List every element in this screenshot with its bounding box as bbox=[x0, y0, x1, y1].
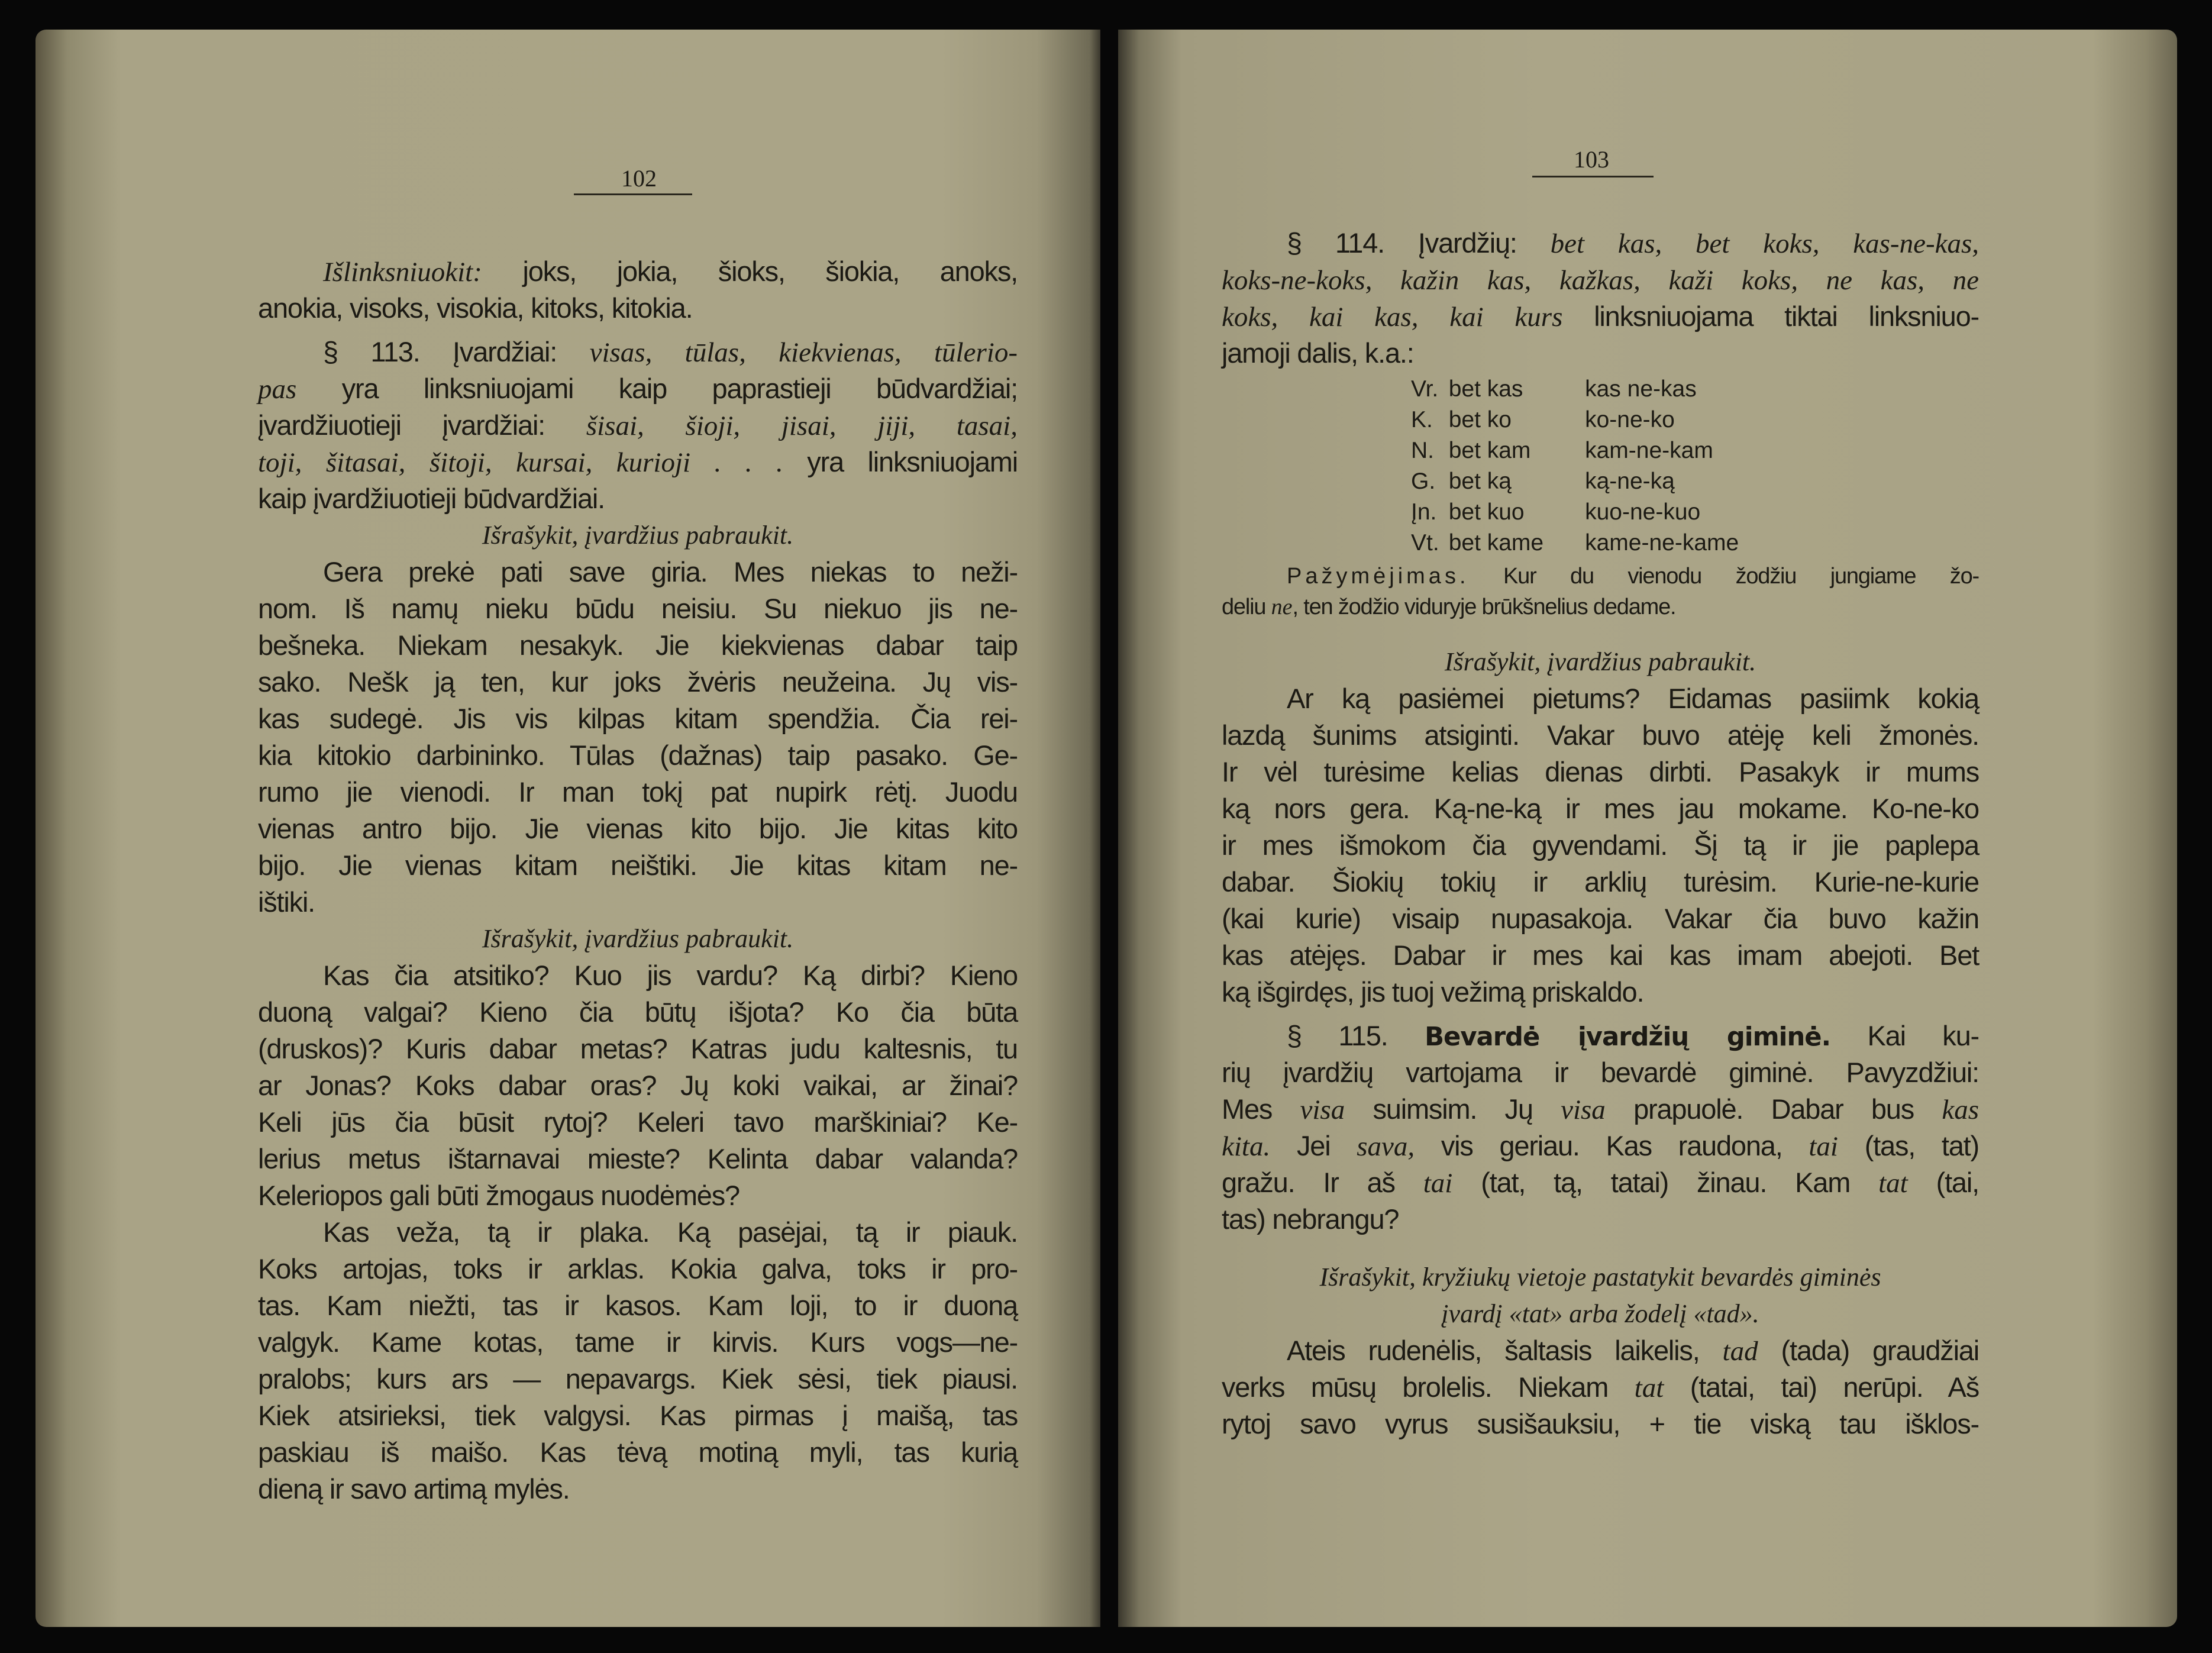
text-line bbox=[1222, 561, 1979, 592]
text-line bbox=[258, 1214, 1018, 1251]
text-line bbox=[1222, 261, 1979, 298]
text-line bbox=[1222, 974, 1979, 1010]
exercise-heading bbox=[1222, 1296, 1979, 1332]
italic-text: šisai, šioji, jisai, jiji, tasai, bbox=[586, 411, 1018, 441]
text-line bbox=[1222, 225, 1979, 261]
text-line bbox=[258, 1141, 1018, 1177]
text-line bbox=[258, 811, 1018, 847]
text-segment: Kur du vienodu žodžiu jungiame žo- bbox=[1469, 564, 1979, 589]
text-segment: suimsim. Jų bbox=[1345, 1093, 1561, 1125]
text-line bbox=[1222, 298, 1979, 335]
case-label: N. bbox=[1411, 438, 1434, 463]
text-line bbox=[258, 994, 1018, 1031]
text-segment: tas) nebrangu? bbox=[1222, 1203, 1399, 1235]
spaced-text: Pažymėjimas. bbox=[1287, 564, 1470, 589]
text-line bbox=[258, 957, 1018, 994]
text-segment: prapuolė. Dabar bus bbox=[1605, 1093, 1942, 1125]
text-line bbox=[258, 1361, 1018, 1397]
text-segment: rių įvardžių vartojama ir bevardė giminė. Pavyzdžiui: bbox=[1222, 1057, 1979, 1088]
text-segment: Mes bbox=[1222, 1093, 1300, 1125]
text-segment: nom. Iš namų nieku būdu neisiu. Su niekuo jis ne- bbox=[258, 593, 1018, 624]
text-segment: Ar ką pasiėmei pietums? Eidamas pasiimk kokią bbox=[1287, 683, 1979, 714]
text-line bbox=[258, 554, 1018, 590]
text-segment: (tas, tat) bbox=[1838, 1130, 1979, 1161]
text-segment: (druskos)? Kuris dabar metas? Katras judu kaltesnis, tu bbox=[258, 1033, 1018, 1064]
text-segment: Išrašykit, kryžiukų vietoje pastatykit bevardės giminės bbox=[1319, 1263, 1881, 1292]
text-line bbox=[258, 737, 1018, 774]
text-line bbox=[258, 334, 1018, 370]
text-line bbox=[258, 370, 1018, 407]
text-line bbox=[1222, 827, 1979, 864]
text-segment: vis geriau. Kas raudona, bbox=[1415, 1130, 1809, 1161]
bet-form: bet kuo bbox=[1448, 499, 1525, 525]
ne-form: kame-ne-kame bbox=[1585, 530, 1739, 556]
text-segment: duoną valgai? Kieno čia būtų išjota? Ko čia būta bbox=[258, 996, 1018, 1028]
italic-text: visa bbox=[1300, 1095, 1345, 1125]
right-page bbox=[1118, 30, 2177, 1627]
exercise-heading bbox=[258, 517, 1018, 554]
italic-text: tad bbox=[1722, 1336, 1758, 1367]
text-segment: jamoji dalis, k.a.: bbox=[1222, 337, 1414, 369]
text-line bbox=[1222, 1369, 1979, 1406]
text-segment: (tatai, tai) nerūpi. Aš bbox=[1664, 1371, 1980, 1403]
text-segment: (tat, tą, tatai) žinau. Kam bbox=[1452, 1167, 1879, 1198]
text-segment: Keleriopos gali būti žmogaus nuodėmės? bbox=[258, 1180, 740, 1211]
text-line bbox=[258, 1287, 1018, 1324]
italic-text: tat bbox=[1634, 1373, 1664, 1403]
page-number: 103 bbox=[1574, 146, 1609, 173]
text-segment: ar Jonas? Koks dabar oras? Jų koki vaikai, ar žinai? bbox=[258, 1070, 1018, 1101]
text-segment: gražu. Ir aš bbox=[1222, 1167, 1423, 1198]
text-segment: anokia, visoks, visokia, kitoks, kitokia. bbox=[258, 292, 693, 324]
italic-text: Išlinksniuokit: bbox=[323, 257, 482, 288]
text-line bbox=[258, 590, 1018, 627]
exercise-heading bbox=[1222, 1259, 1979, 1296]
declension-row bbox=[1411, 497, 1748, 528]
italic-text: visa bbox=[1561, 1095, 1606, 1125]
text-line bbox=[1222, 1128, 1979, 1164]
text-line bbox=[258, 290, 1018, 327]
bet-form: bet ką bbox=[1448, 469, 1512, 494]
text-segment: kia kitokio darbininko. Tūlas (dažnas) taip pasako. Ge- bbox=[258, 740, 1018, 771]
text-line bbox=[1222, 1091, 1979, 1128]
text-segment: Kiek atsirieksi, tiek valgysi. Kas pirmas į maišą, tas bbox=[258, 1400, 1018, 1431]
text-segment: Koks artojas, toks ir arklas. Kokia galva, toks ir pro- bbox=[258, 1253, 1018, 1284]
italic-text: pas bbox=[258, 374, 297, 405]
bold-heading-text: Bevardė įvardžių giminė. bbox=[1425, 1022, 1831, 1052]
text-segment: linksniuojama tiktai linksniuo- bbox=[1562, 301, 1979, 332]
text-segment: rytoj savo vyrus susišauksiu, + tie viską tau išklos- bbox=[1222, 1408, 1979, 1439]
italic-text: sava, bbox=[1357, 1131, 1415, 1162]
text-segment: Išrašykit, įvardžius pabraukit. bbox=[1444, 647, 1756, 676]
italic-text: toji, šitasai, šitoji, kursai, kurioji . . . bbox=[258, 447, 783, 478]
italic-text: ne bbox=[1271, 595, 1293, 619]
text-segment: kas sudegė. Jis vis kilpas kitam spendžia. Čia rei- bbox=[258, 703, 1018, 734]
text-segment: Keli jūs čia būsit rytoj? Keleri tavo marškiniai? Ke- bbox=[258, 1106, 1018, 1138]
text-segment: , ten žodžio viduryje brūkšnelius dedame. bbox=[1292, 595, 1676, 619]
text-segment: § 114. Įvardžių: bbox=[1287, 227, 1551, 259]
exercise-heading bbox=[258, 921, 1018, 957]
page-number-rule bbox=[1532, 176, 1654, 177]
case-label: Vr. bbox=[1411, 376, 1439, 402]
text-segment: Ir vėl turėsime kelias dienas dirbti. Pasakyk ir mums bbox=[1222, 756, 1979, 787]
text-segment: sako. Nešk ją ten, kur joks žvėris neužeina. Jų vis- bbox=[258, 666, 1018, 698]
text-line bbox=[258, 847, 1018, 884]
italic-text: kita. bbox=[1222, 1131, 1271, 1162]
text-segment: bešneka. Niekam nesakyk. Jie kiekvienas dabar taip bbox=[258, 629, 1018, 661]
declension-row bbox=[1411, 466, 1748, 497]
right-page-text bbox=[1222, 225, 1979, 1442]
declension-row bbox=[1411, 405, 1748, 435]
text-line bbox=[258, 1434, 1018, 1471]
italic-text: koks, kai kas, kai kurs bbox=[1222, 302, 1563, 332]
text-segment: pralobs; kurs ars — nepavargs. Kiek sėsi, tiek piausi. bbox=[258, 1363, 1018, 1394]
text-line bbox=[258, 700, 1018, 737]
text-segment: Išrašykit, įvardžius pabraukit. bbox=[482, 924, 794, 953]
text-segment: Jei bbox=[1270, 1130, 1357, 1161]
ne-form: kuo-ne-kuo bbox=[1585, 499, 1701, 525]
declension-table bbox=[1411, 374, 1748, 558]
case-label: Vt. bbox=[1411, 530, 1439, 556]
ne-form: kas ne-kas bbox=[1585, 376, 1697, 402]
text-segment: § 115. bbox=[1287, 1020, 1425, 1051]
bet-form: bet kame bbox=[1448, 530, 1544, 556]
text-line bbox=[258, 1471, 1018, 1507]
text-line bbox=[1222, 937, 1979, 974]
bet-form: bet kas bbox=[1448, 376, 1523, 402]
text-line bbox=[1222, 1018, 1979, 1054]
text-line bbox=[1222, 1054, 1979, 1091]
text-segment: valgyk. Kame kotas, tame ir kirvis. Kurs vogs—ne- bbox=[258, 1326, 1018, 1358]
text-line bbox=[258, 627, 1018, 664]
italic-text: koks-ne-koks, kažin kas, kažkas, kaži koks, ne kas, ne bbox=[1222, 265, 1979, 296]
declension-row bbox=[1411, 528, 1748, 558]
text-segment: dieną ir savo artimą mylės. bbox=[258, 1473, 570, 1505]
text-line bbox=[1222, 754, 1979, 790]
bet-form: bet kam bbox=[1448, 438, 1531, 463]
bet-form: bet ko bbox=[1448, 407, 1512, 432]
ne-form: ko-ne-ko bbox=[1585, 407, 1675, 432]
text-line bbox=[258, 884, 1018, 921]
left-page bbox=[35, 30, 1100, 1627]
text-segment: yra linksniuojami kaip paprastieji būdvardžiai; bbox=[296, 373, 1018, 404]
text-line bbox=[258, 664, 1018, 700]
text-line bbox=[258, 1324, 1018, 1361]
text-line bbox=[1222, 1332, 1979, 1369]
text-segment: joks, jokia, šioks, šiokia, anoks, bbox=[482, 256, 1018, 287]
text-segment: § 113. Įvardžiai: bbox=[323, 336, 590, 367]
text-segment: įvardžiuotieji įvardžiai: bbox=[258, 409, 586, 441]
text-line bbox=[258, 1177, 1018, 1214]
ne-form: ką-ne-ką bbox=[1585, 469, 1675, 494]
text-segment: (tada) graudžiai bbox=[1758, 1335, 1979, 1366]
case-label: G. bbox=[1411, 469, 1436, 494]
text-segment: lazdą šunims atsiginti. Vakar buvo atėję keli žmonės. bbox=[1222, 719, 1979, 751]
text-line bbox=[258, 1067, 1018, 1104]
text-segment: bijo. Jie vienas kitam neištiki. Jie kitas kitam ne- bbox=[258, 850, 1018, 881]
text-line bbox=[1222, 864, 1979, 900]
text-segment: vienas antro bijo. Jie vienas kito bijo. Jie kitas kito bbox=[258, 813, 1018, 844]
text-segment: deliu bbox=[1222, 595, 1271, 619]
text-segment: įvardį «tat» arba žodelį «tad». bbox=[1441, 1299, 1759, 1328]
text-line bbox=[1222, 592, 1979, 622]
text-line bbox=[1222, 717, 1979, 754]
italic-text: tai bbox=[1423, 1168, 1453, 1199]
text-line bbox=[1222, 900, 1979, 937]
text-line bbox=[258, 407, 1018, 444]
italic-text: tai bbox=[1809, 1131, 1838, 1162]
case-label: Įn. bbox=[1411, 499, 1437, 525]
text-segment: yra linksniuojami bbox=[783, 446, 1018, 477]
text-segment: ką išgirdęs, jis tuoj vežimą priskaldo. bbox=[1222, 976, 1644, 1008]
text-line bbox=[258, 1031, 1018, 1067]
text-line bbox=[1222, 335, 1979, 372]
text-segment: tas. Kam niežti, tas ir kasos. Kam loji, to ir duoną bbox=[258, 1290, 1018, 1321]
declension-row bbox=[1411, 374, 1748, 405]
page-number-rule bbox=[574, 193, 692, 195]
text-segment: Kas čia atsitiko? Kuo jis vardu? Ką dirbi? Kieno bbox=[323, 960, 1018, 991]
text-segment: ką nors gera. Ką-ne-ką ir mes jau mokame. Ko-ne-ko bbox=[1222, 793, 1979, 824]
text-segment: paskiau iš maišo. Kas tėvą motiną myli, tas kurią bbox=[258, 1436, 1018, 1468]
text-segment: (tai, bbox=[1907, 1167, 1979, 1198]
left-page-text bbox=[258, 253, 1018, 1507]
text-line bbox=[258, 1251, 1018, 1287]
text-segment: Kas veža, tą ir plaka. Ką pasėjai, tą ir piauk. bbox=[323, 1216, 1018, 1248]
text-line bbox=[258, 253, 1018, 290]
text-line bbox=[1222, 680, 1979, 717]
text-segment: Gera prekė pati save giria. Mes niekas to neži- bbox=[323, 556, 1018, 587]
case-label: K. bbox=[1411, 407, 1433, 432]
text-segment: lerius metus ištarnavai mieste? Kelinta dabar valanda? bbox=[258, 1143, 1018, 1174]
exercise-heading bbox=[1222, 644, 1979, 680]
text-line bbox=[258, 774, 1018, 811]
text-line bbox=[1222, 790, 1979, 827]
text-segment: dabar. Šiokių tokių ir arklių turėsim. Kurie-ne-kurie bbox=[1222, 866, 1979, 897]
ne-form: kam-ne-kam bbox=[1585, 438, 1713, 463]
text-line bbox=[1222, 1201, 1979, 1238]
text-line bbox=[258, 1104, 1018, 1141]
text-segment: verks mūsų brolelis. Niekam bbox=[1222, 1371, 1635, 1403]
page-number: 102 bbox=[621, 165, 657, 192]
text-segment: ištiki. bbox=[258, 886, 315, 918]
italic-text: tat bbox=[1878, 1168, 1908, 1199]
text-line bbox=[1222, 1164, 1979, 1201]
text-line bbox=[258, 444, 1018, 480]
text-segment: rumo jie vienodi. Ir man tokį pat nupirk rėtį. Juodu bbox=[258, 776, 1018, 808]
text-segment: (kai kurie) visaip nupasakoja. Vakar čia buvo kažin bbox=[1222, 903, 1979, 934]
text-segment: kas atėjęs. Dabar ir mes kai kas imam abejoti. Bet bbox=[1222, 940, 1979, 971]
text-segment: kaip įvardžiuotieji būdvardžiai. bbox=[258, 483, 605, 514]
text-segment: Ateis rudenėlis, šaltasis laikelis, bbox=[1287, 1335, 1723, 1366]
text-segment: Kai ku- bbox=[1830, 1020, 1979, 1051]
text-segment: ir mes išmokom čia gyvendami. Šį tą ir jie paplepa bbox=[1222, 829, 1979, 861]
text-line bbox=[1222, 1406, 1979, 1442]
text-line bbox=[258, 1397, 1018, 1434]
italic-text: visas, tūlas, kiekvienas, tūlerio- bbox=[589, 337, 1018, 368]
text-segment: Išrašykit, įvardžius pabraukit. bbox=[482, 521, 794, 550]
text-line bbox=[258, 480, 1018, 517]
italic-text: kas bbox=[1942, 1095, 1979, 1125]
declension-row bbox=[1411, 435, 1748, 466]
italic-text: bet kas, bet koks, kas-ne-kas, bbox=[1550, 228, 1980, 259]
